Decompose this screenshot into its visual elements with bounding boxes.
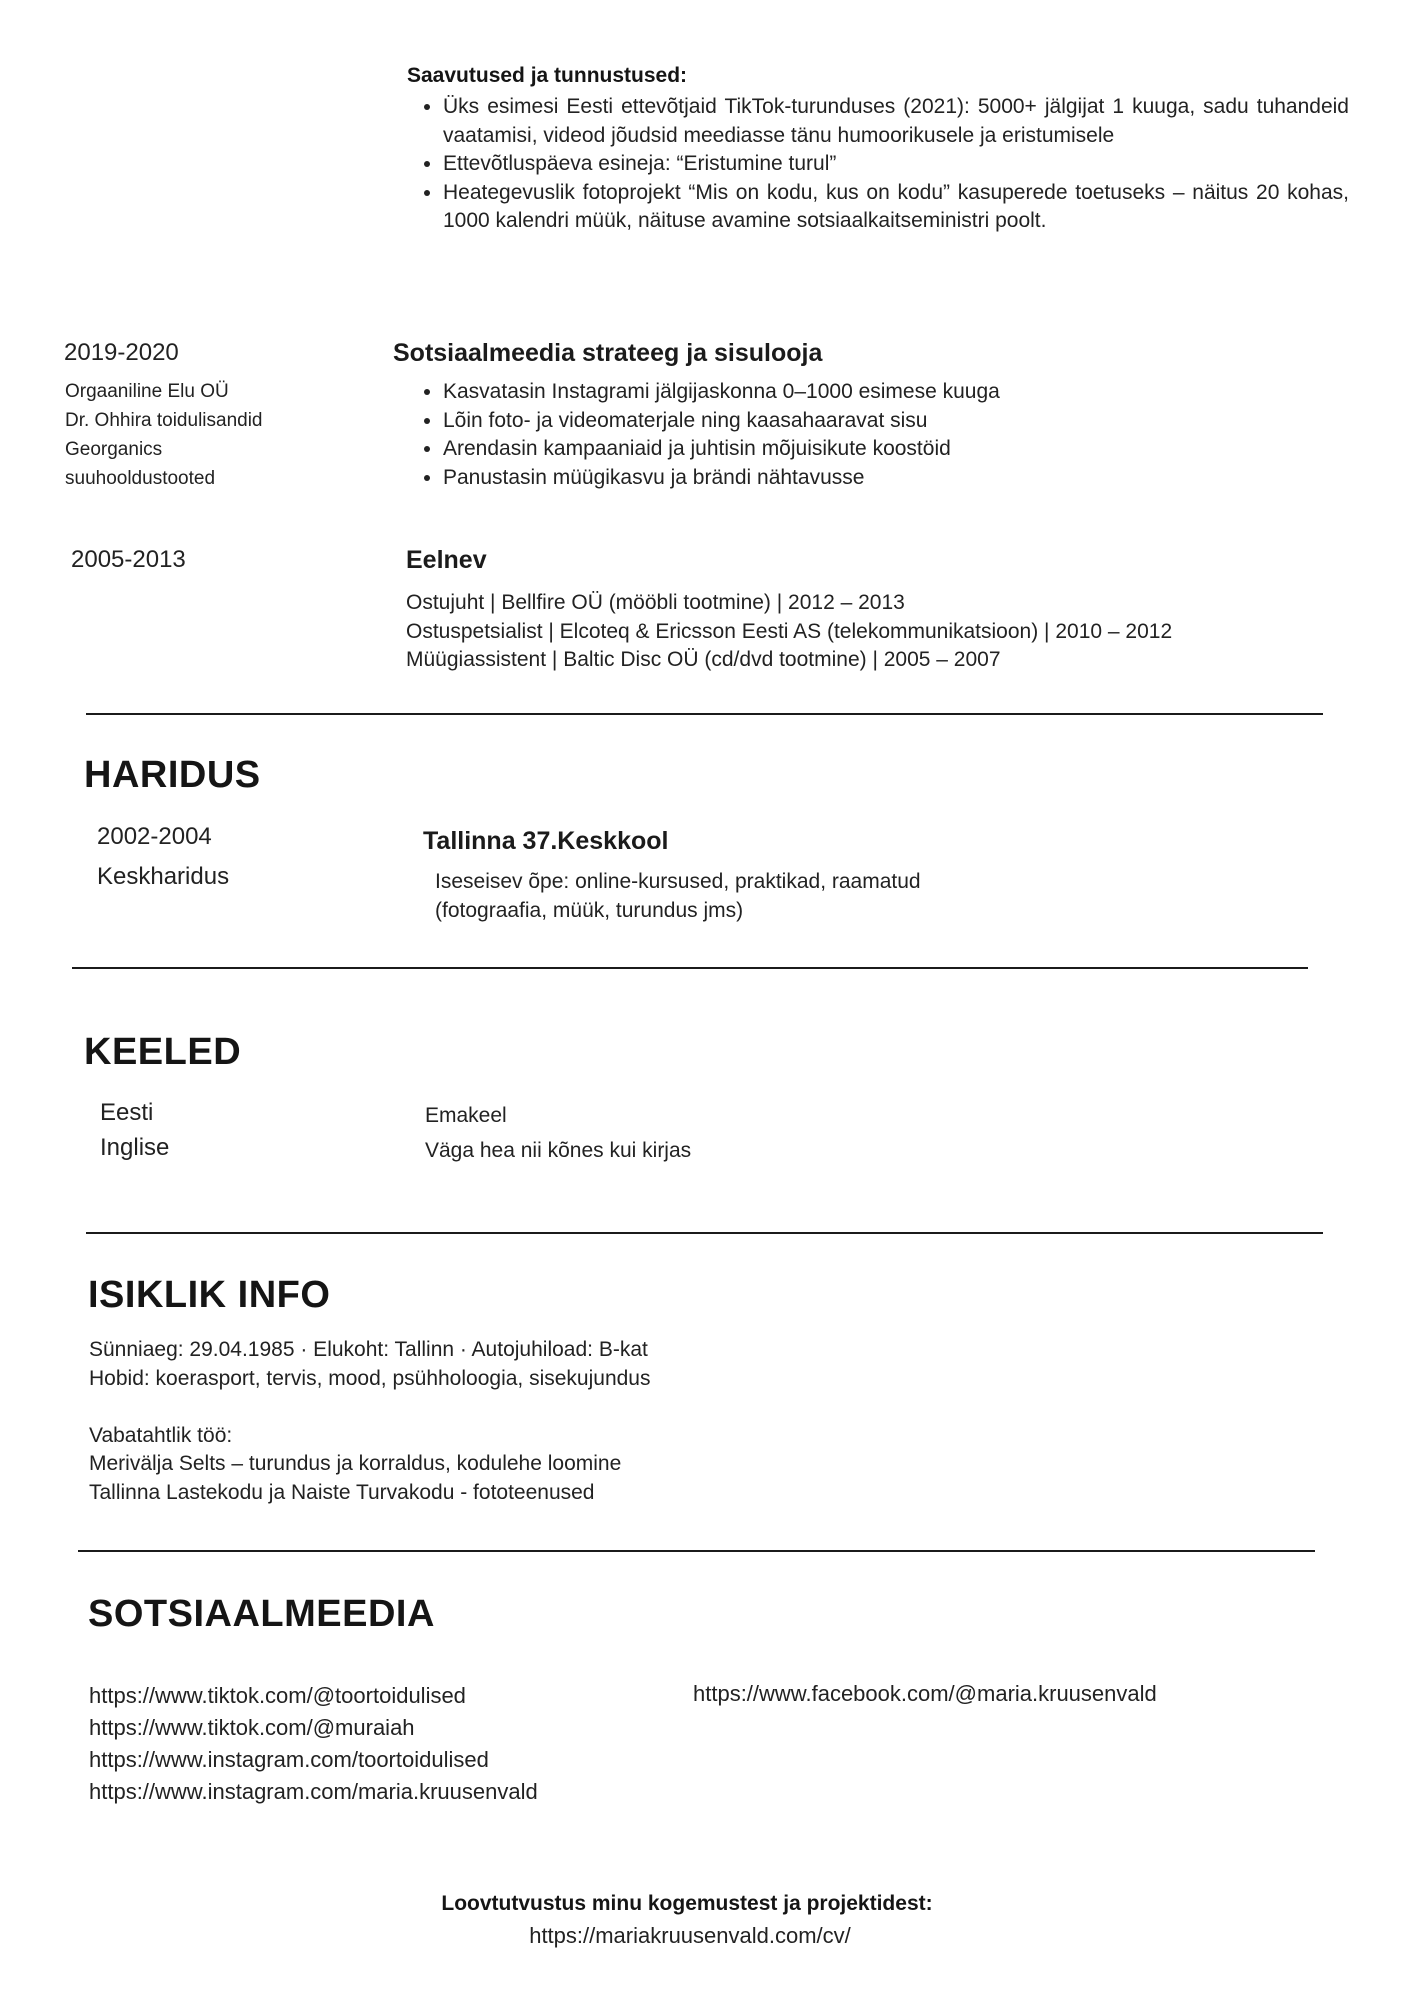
social-heading: SOTSIAALMEEDIA — [88, 1593, 435, 1635]
personal-heading: ISIKLIK INFO — [88, 1274, 331, 1316]
language-name: Eesti — [100, 1099, 154, 1126]
list-item: • Panustasin müügikasvu ja brändi nähtavusse — [443, 464, 1349, 493]
social-link[interactable]: https://www.tiktok.com/@muraiah — [89, 1715, 415, 1740]
volunteer-line: Merivälja Selts – turundus ja korraldus, kodulehe loomine — [89, 1452, 622, 1475]
language-level: Väga hea nii kõnes kui kirjas — [425, 1139, 692, 1162]
footer-url[interactable]: https://mariakruusenvald.com/cv/ — [529, 1923, 851, 1948]
social-link[interactable]: https://www.tiktok.com/@toortoidulised — [89, 1683, 466, 1708]
education-years: 2002-2004 — [97, 823, 212, 850]
previous-job-line: Ostuspetsialist | Elcoteq & Ericsson Eesti AS (telekommunikatsioon) | 2010 – 2012 — [406, 619, 1173, 643]
divider — [72, 967, 1308, 969]
personal-details — [89, 1336, 650, 1507]
list-item: • Lõin foto- ja videomaterjale ning kaasahaaravat sisu — [443, 407, 1349, 436]
social-link[interactable]: https://www.instagram.com/toortoidulised — [89, 1747, 489, 1772]
education-details — [435, 868, 921, 925]
social-link[interactable]: https://www.facebook.com/@maria.kruusenvald — [693, 1681, 1157, 1706]
divider — [86, 713, 1323, 715]
language-name: Inglise — [100, 1134, 170, 1161]
divider — [78, 1550, 1315, 1552]
list-item: • Üks esimesi Eesti ettevõtjaid TikTok-turunduses (2021): 5000+ jälgijat 1 kuuga, sadu tuhandeid vaatamisi, videod jõudsid meediasse tänu humoorikusele ja eristumisele — [443, 93, 1349, 150]
volunteer-line: Tallinna Lastekodu ja Naiste Turvakodu - fototeenused — [89, 1480, 595, 1504]
education-level: Keskharidus — [97, 863, 230, 890]
company-name: Georganics — [65, 439, 163, 460]
job-title: Sotsiaalmeedia strateeg ja sisulooja — [393, 339, 823, 367]
personal-line: Sünniaeg: 29.04.1985 · Elukoht: Tallinn · Autojuhiload: B-kat — [89, 1338, 648, 1361]
spacer — [89, 1393, 650, 1422]
list-item: • Kasvatasin Instagrami jälgijaskonna 0–1000 esimese kuuga — [443, 378, 1349, 407]
education-heading: HARIDUS — [84, 754, 261, 796]
footer-label: Loovtutvustus minu kogemustest ja projektidest: — [441, 1892, 933, 1915]
job-companies — [65, 377, 263, 493]
achievements-heading: Saavutused ja tunnustused: — [407, 64, 688, 87]
languages-heading: KEELED — [84, 1031, 242, 1073]
job-duties-list — [407, 378, 1349, 492]
company-name: Dr. Ohhira toidulisandid — [65, 410, 263, 431]
previous-title: Eelnev — [406, 546, 487, 574]
education-detail-line: Iseseisev õpe: online-kursused, praktikad, raamatud — [435, 870, 921, 893]
list-item: • Ettevõtluspäeva esineja: “Eristumine turul” — [443, 150, 1349, 179]
company-name: Orgaaniline Elu OÜ — [65, 381, 229, 402]
job-years: 2019-2020 — [64, 339, 179, 366]
divider — [86, 1232, 1323, 1234]
previous-job-line: Ostujuht | Bellfire OÜ (mööbli tootmine) | 2012 – 2013 — [406, 591, 905, 614]
education-detail-line: (fotograafia, müük, turundus jms) — [435, 898, 744, 922]
previous-job-line: Müügiassistent | Baltic Disc OÜ (cd/dvd tootmine) | 2005 – 2007 — [406, 648, 1001, 671]
list-item: • Heategevuslik fotoprojekt “Mis on kodu, kus on kodu” kasuperede toetuseks – näitus 20 kohas, 1000 kalendri müük, näituse avamine sotsiaalkaitseministri poolt. — [443, 179, 1349, 236]
previous-years: 2005-2013 — [71, 546, 186, 573]
volunteer-heading: Vabatahtlik töö: — [89, 1423, 233, 1447]
social-link[interactable]: https://www.instagram.com/maria.kruusenvald — [89, 1779, 538, 1804]
achievements-list — [407, 93, 1349, 236]
previous-jobs — [406, 589, 1172, 675]
personal-line: Hobid: koerasport, tervis, mood, psühholoogia, sisekujundus — [89, 1366, 651, 1390]
language-level: Emakeel — [425, 1104, 507, 1127]
company-name: suuhooldustooted — [65, 468, 216, 489]
list-item: • Arendasin kampaaniaid ja juhtisin mõjuisikute koostöid — [443, 435, 1349, 464]
school-name: Tallinna 37.Keskkool — [423, 827, 669, 855]
